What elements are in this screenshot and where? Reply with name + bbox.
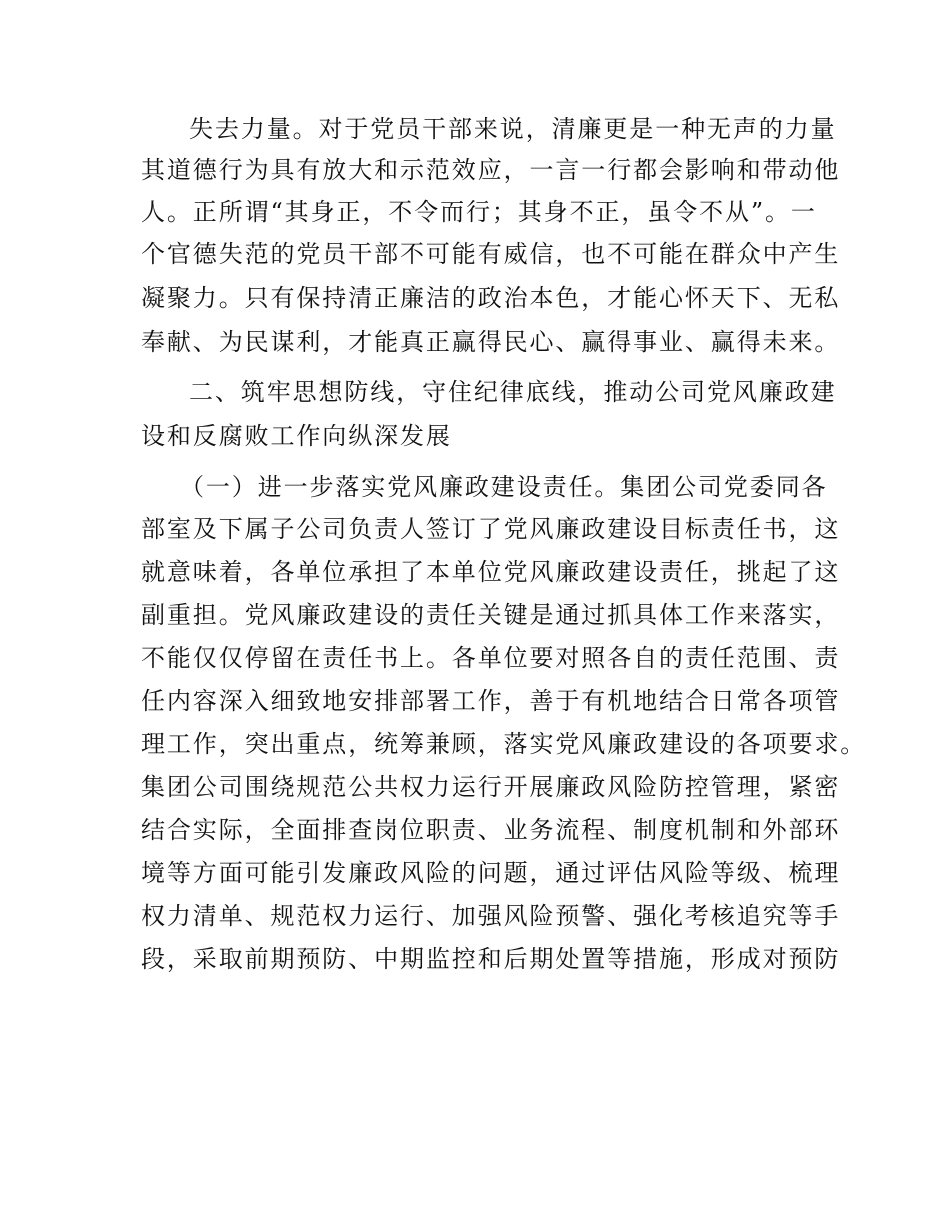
text-line: 凝聚力。只有保持清正廉洁的政治本色，才能心怀天下、无私 <box>141 284 841 312</box>
subsection-heading-line: （一）进一步落实党风廉政建设责任。集团公司党委同各 <box>180 473 828 501</box>
section-heading: 设和反腐败工作向纵深发展 <box>141 422 452 450</box>
text-line: 任内容深入细致地安排部署工作，善于有机地结合日常各项管 <box>141 687 841 715</box>
text-line: 不能仅仅停留在责任书上。各单位要对照各自的责任范围、责 <box>141 644 841 672</box>
text-line: 结合实际，全面排查岗位职责、业务流程、制度机制和外部环 <box>141 816 841 844</box>
text-line: 其道德行为具有放大和示范效应，一言一行都会影响和带动他 <box>141 156 841 184</box>
section-heading: 二、筑牢思想防线，守住纪律底线，推动公司党风廉政建 <box>189 378 837 406</box>
text-line: 权力清单、规范权力运行、加强风险预警、强化考核追究等手 <box>141 902 841 930</box>
text-line: 奉献、为民谋利，才能真正赢得民心、赢得事业、赢得未来。 <box>141 328 841 356</box>
text-line: 集团公司围绕规范公共权力运行开展廉政风险防控管理，紧密 <box>141 773 841 801</box>
text-line: 段，采取前期预防、中期监控和后期处置等措施，形成对预防 <box>141 945 841 973</box>
text-line: 副重担。党风廉政建设的责任关键是通过抓具体工作来落实， <box>141 601 841 629</box>
text-line: 个官德失范的党员干部不可能有威信，也不可能在群众中产生 <box>141 240 841 268</box>
text-line: 人。正所谓“其身正，不令而行；其身不正，虽令不从”。一 <box>141 198 817 226</box>
text-line: 理工作，突出重点，统筹兼顾，落实党风廉政建设的各项要求。 <box>141 730 867 758</box>
text-line: 就意味着，各单位承担了本单位党风廉政建设责任，挑起了这 <box>141 558 841 586</box>
text-line: 失去力量。对于党员干部来说，清廉更是一种无声的力量 <box>189 115 837 143</box>
text-line: 境等方面可能引发廉政风险的问题，通过评估风险等级、梳理 <box>141 859 841 887</box>
text-line: 部室及下属子公司负责人签订了党风廉政建设目标责任书，这 <box>141 515 841 543</box>
